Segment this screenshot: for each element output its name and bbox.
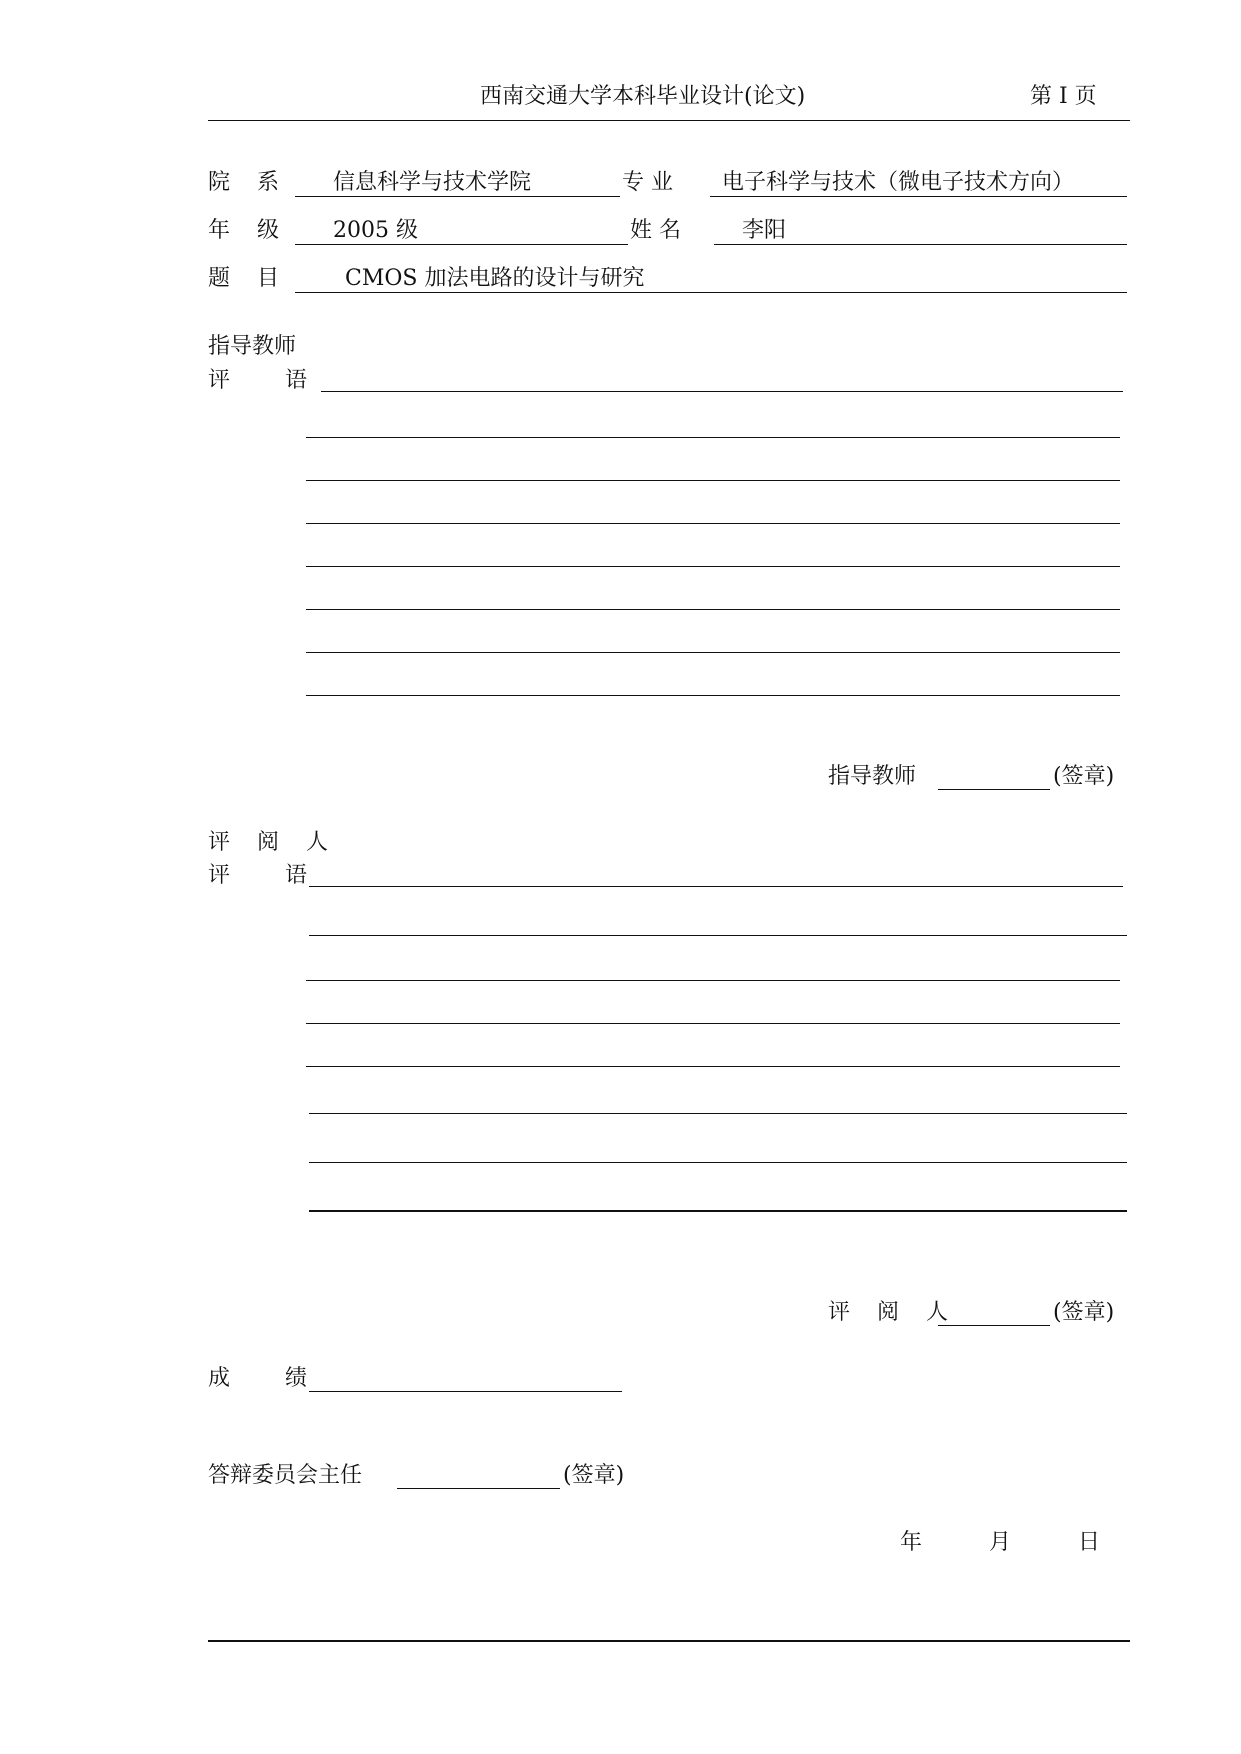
advisor-sign-line [938,789,1050,790]
advisor-comment-line [306,609,1120,610]
reviewer-comment-line [309,935,1127,936]
grade-value: 2005 级 [333,218,418,243]
advisor-comment-label: 评 语 [208,368,331,393]
grade-underline [295,244,628,245]
date-month: 月 [989,1530,1012,1555]
name-underline [714,244,1127,245]
reviewer-seal: (签章) [1053,1300,1115,1325]
reviewer-comment-line [306,1023,1120,1024]
advisor-comment-line [306,480,1120,481]
date-year: 年 [900,1530,923,1555]
advisor-seal: (签章) [1053,764,1115,789]
footer-rule [208,1640,1130,1642]
committee-label: 答辩委员会主任 [208,1463,363,1488]
advisor-comment-line [306,695,1120,696]
reviewer-title: 评 阅 人 [208,830,338,855]
dept-underline [295,196,620,197]
name-value: 李阳 [742,218,787,243]
reviewer-comment-line [306,980,1120,981]
dept-value: 信息科学与技术学院 [333,170,532,195]
page-number: 第 I 页 [1030,84,1097,109]
advisor-comment-line [306,437,1120,438]
topic-value: CMOS 加法电路的设计与研究 [345,266,645,291]
advisor-sign-label: 指导教师 [828,764,917,789]
major-underline [710,196,1127,197]
final-grade-line [309,1391,622,1392]
final-grade-label: 成 绩 [208,1366,331,1391]
reviewer-comment-label: 评 语 [208,863,331,888]
major-label: 专 业 [622,170,673,195]
header-rule [208,120,1130,121]
reviewer-comment-line [309,1113,1127,1114]
reviewer-comment-line [306,1066,1120,1067]
document-title: 西南交通大学本科毕业设计(论文) [480,84,806,109]
reviewer-sign-line [938,1325,1050,1326]
major-value: 电子科学与技术（微电子技术方向） [722,170,1075,195]
grade-label: 年 级 [208,218,289,243]
committee-seal: (签章) [563,1463,625,1488]
reviewer-sign-label: 评 阅 人 [828,1300,958,1325]
advisor-comment-line [306,652,1120,653]
reviewer-comment-line [309,1210,1127,1212]
advisor-comment-line [306,566,1120,567]
dept-label: 院 系 [208,170,289,195]
topic-label: 题 目 [208,266,289,291]
reviewer-comment-line [309,886,1123,887]
advisor-title: 指导教师 [208,334,297,359]
name-label: 姓 名 [630,218,681,243]
advisor-comment-line [321,391,1123,392]
date-day: 日 [1078,1530,1101,1555]
advisor-comment-line [306,523,1120,524]
reviewer-comment-line [309,1162,1127,1163]
topic-underline [295,292,1127,293]
committee-sign-line [397,1488,560,1489]
